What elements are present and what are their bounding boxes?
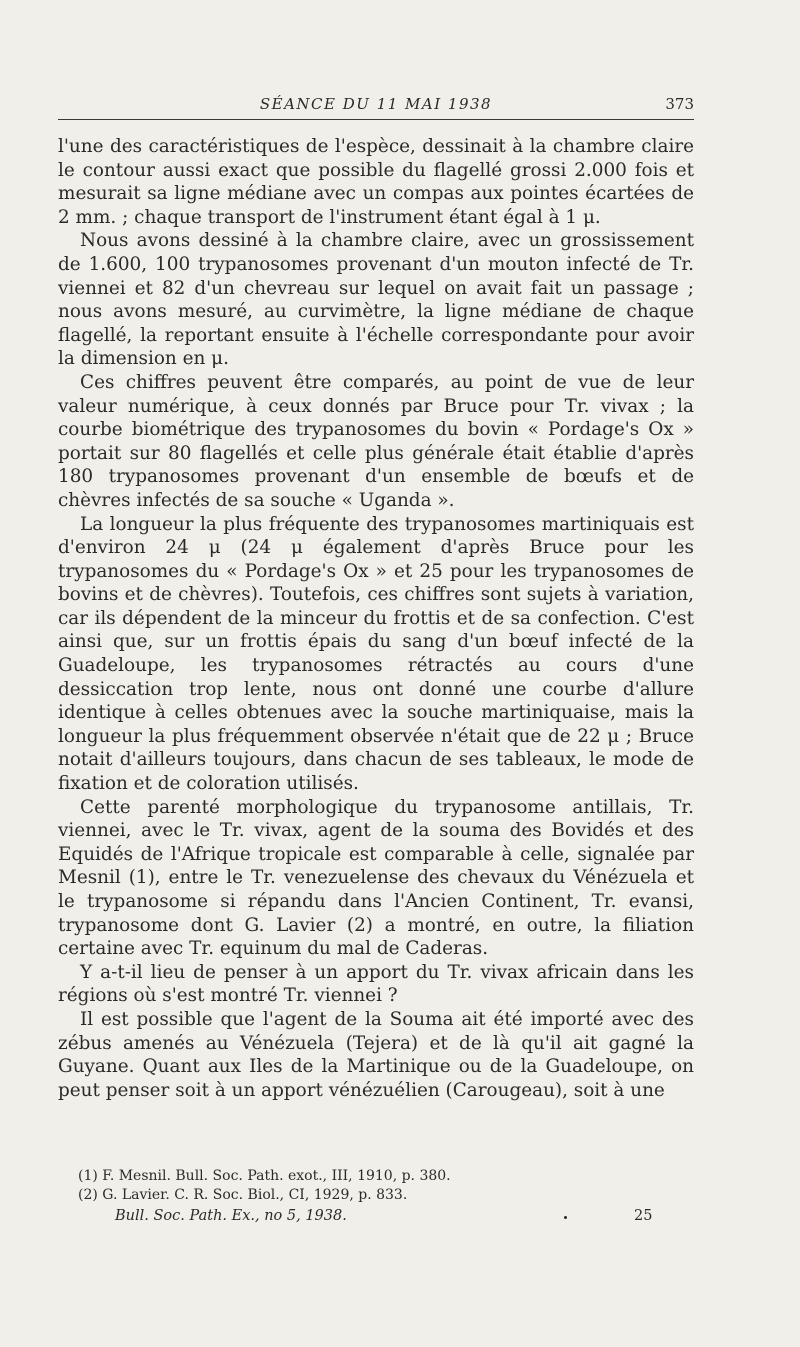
paragraph: Ces chiffres peuvent être comparés, au point de vue de leur valeur numérique, à ceux donnés par Bruce pour Tr. vivax ; la courbe biométrique des trypanosomes du bovin « Pordage's Ox » portait sur 80 flagellés et celle plus générale était établie d'après 180 trypanosomes provenant d'un ensemble de bœufs et de chèvres infectés de sa souche « Uganda ». (58, 371, 694, 511)
paragraph: Il est possible que l'agent de la Souma ait été importé avec des zébus amenés au Vénézuela (Tejera) et de là qu'il ait gagné la Guyane. Quant aux Iles de la Martinique ou de la Guadeloupe, on peut penser soit à un apport vénézuélien (Carougeau), soit à une (58, 1008, 694, 1101)
running-head: SÉANCE DU 11 MAI 1938 (259, 95, 493, 113)
footnotes (78, 1167, 694, 1205)
printer-dot (564, 1216, 567, 1219)
paragraph: l'une des caractéristiques de l'espèce, dessinait à la chambre claire le contour aussi exact que possible du flagellé grossi 2.000 fois et mesurait sa ligne médiane avec un compas aux pointes écartées de 2 mm. ; chaque transport de l'instrument étant égal à 1 μ. (58, 136, 694, 228)
page-header (58, 95, 694, 120)
paragraph: Cette parenté morphologique du trypanosome antillais, Tr. viennei, avec le Tr. vivax, agent de la souma des Bovidés et des Equidés de l'Afrique tropicale est comparable à celle, signalée par Mesnil (1), entre le Tr. venezuelense des chevaux du Vénézuela et le trypanosome si répandu dans l'Ancien Continent, Tr. evansi, trypanosome dont G. Lavier (2) a montré, en outre, la filiation certaine avec Tr. equinum du mal de Caderas. (58, 796, 694, 960)
paragraph: Nous avons dessiné à la chambre claire, avec un grossissement de 1.600, 100 trypanosomes provenant d'un mouton infecté de Tr. viennei et 82 d'un chevreau sur lequel on avait fait un passage ; nous avons mesuré, au curvimètre, la ligne médiane de chaque flagellé, la reportant ensuite à l'échelle correspondante pour avoir la dimension en μ. (58, 230, 694, 370)
body-text (58, 135, 694, 1102)
paragraph: Y a-t-il lieu de penser à un apport du Tr. vivax africain dans les régions où s'est montré Tr. viennei ? (58, 961, 694, 1007)
paragraph: La longueur la plus fréquente des trypanosomes martiniquais est d'environ 24 μ (24 μ également d'après Bruce pour les trypanosomes du « Pordage's Ox » et 25 pour les trypanosomes de bovins et de chèvres). Toutefois, ces chiffres sont sujets à variation, car ils dépendent de la minceur du frottis et de sa confection. C'est ainsi que, sur un frottis épais du sang d'un bœuf infecté de la Guadeloupe, les trypanosomes rétractés au cours d'une dessiccation trop lente, nous ont donné une courbe d'allure identique à celles obtenues avec la souche martiniquaise, mais la longueur la plus fréquemment observée n'était que de 22 μ ; Bruce notait d'ailleurs toujours, dans chacun de ses tableaux, le mode de fixation et de coloration utilisés. (58, 513, 695, 795)
footnote: (2) G. Lavier. C. R. Soc. Biol., CI, 1929, p. 833. (78, 1187, 408, 1203)
sheet-number: 25 (634, 1208, 653, 1224)
page-number: 373 (665, 95, 694, 113)
footnote: (1) F. Mesnil. Bull. Soc. Path. exot., III, 1910, p. 380. (78, 1168, 451, 1184)
journal-footer: Bull. Soc. Path. Ex., no 5, 1938. (115, 1208, 347, 1224)
